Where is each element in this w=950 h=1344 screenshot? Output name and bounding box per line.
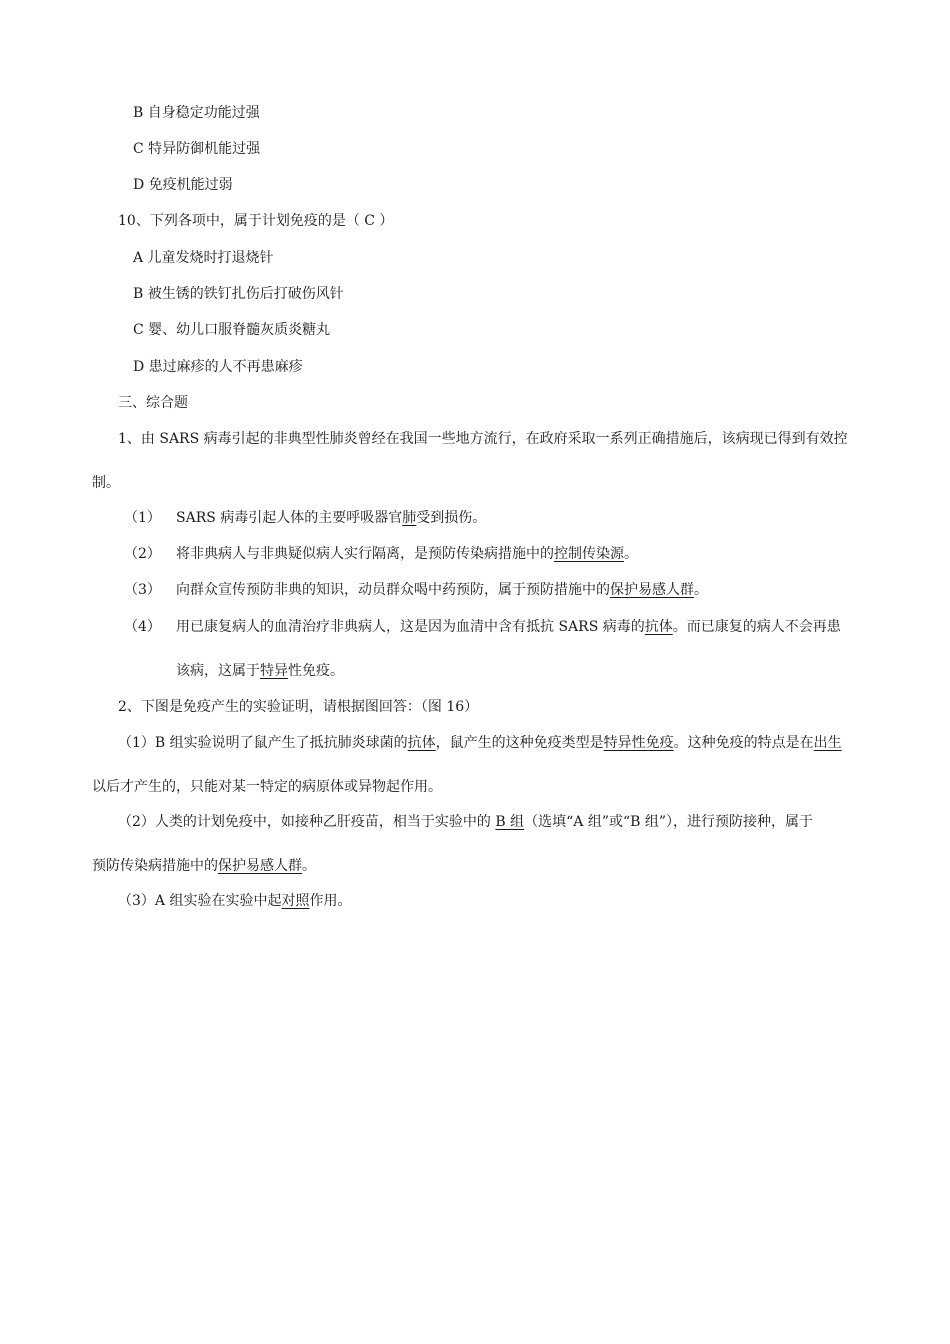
s3q2-sub2: [118, 812, 813, 832]
q9-option-b: B 自身稳定功能过强: [133, 105, 260, 121]
s3q1-sub4-line2: [176, 661, 344, 681]
sub-text: 。: [624, 546, 638, 562]
s3q2-sub2-line2: [92, 856, 316, 876]
s3q1-intro-line1: 1、由 SARS 病毒引起的非典型性肺炎曾经在我国一些地方流行，在政府采取一系列正确措施后，该病现已得到有效控: [118, 431, 848, 447]
answer-blank: B 组: [495, 814, 525, 830]
sub-text: 预防传染病措施中的: [92, 858, 218, 874]
sub-number: （2）: [124, 546, 161, 562]
sub-text: 。这种免疫的特点是在: [673, 735, 814, 751]
s3q2-stem: 2、下图是免疫产生的实验证明，请根据图回答：（图 16）: [118, 699, 479, 715]
answer-blank: 对照: [281, 893, 310, 909]
sub-number: （1）: [124, 510, 161, 526]
q10-option-b: B 被生锈的铁钉扎伤后打破伤风针: [133, 286, 344, 302]
s3q1-sub1: [124, 508, 486, 528]
section-heading: 三、综合题: [118, 395, 188, 411]
sub-text: 该病，这属于: [176, 663, 260, 679]
answer-blank: 保护易感人群: [218, 858, 302, 874]
answer-blank: 肺: [402, 510, 417, 526]
sub-text: 受到损伤。: [416, 510, 487, 526]
sub-text: 。: [694, 582, 708, 598]
s3q1-intro-line2: 制。: [92, 475, 120, 491]
sub-text: 。而已康复的病人不会再患: [672, 619, 841, 635]
sub-text: 向群众宣传预防非典的知识，动员群众喝中药预防，属于预防措施中的: [176, 582, 610, 598]
sub-text: 将非典病人与非典疑似病人实行隔离，是预防传染病措施中的: [176, 546, 554, 562]
answer-blank: 特异性免疫: [603, 735, 674, 751]
q9-option-d: D 免疫机能过弱: [133, 177, 233, 193]
answer-blank: 特异: [260, 663, 288, 679]
sub-text: SARS 病毒引起人体的主要呼吸器官: [176, 510, 403, 526]
sub-text: （1）B 组实验说明了鼠产生了抵抗肺炎球菌的: [118, 735, 408, 751]
sub-text: （3）A 组实验在实验中起: [118, 893, 282, 909]
sub-text: 用已康复病人的血清治疗非典病人，这是因为血清中含有抵抗 SARS 病毒的: [176, 619, 645, 635]
sub-text: 作用。: [309, 893, 352, 909]
sub-number: （3）: [124, 582, 161, 598]
s3q2-sub1: [118, 733, 842, 753]
s3q1-sub3: [124, 580, 708, 600]
answer-blank: 出生: [813, 735, 842, 751]
s3q2-sub1-line2: 以后才产生的，只能对某一特定的病原体或异物起作用。: [92, 779, 442, 795]
answer-blank: 保护易感人群: [610, 582, 694, 598]
sub-text: 性免疫。: [288, 663, 344, 679]
sub-text: 。: [302, 858, 316, 874]
sub-text: ，鼠产生的这种免疫类型是: [435, 735, 604, 751]
s3q1-sub4: [124, 617, 841, 637]
q9-option-c: C 特异防御机能过强: [133, 141, 261, 157]
q10-stem: 10、下列各项中，属于计划免疫的是（ C ）: [118, 213, 394, 229]
answer-blank: 抗体: [644, 619, 673, 635]
sub-text: （选填“A 组”或“B 组”），进行预防接种，属于: [524, 814, 814, 830]
q10-option-c: C 婴、幼儿口服脊髓灰质炎糖丸: [133, 322, 331, 338]
sub-number: （4）: [124, 619, 161, 635]
s3q2-sub3: [118, 891, 351, 911]
answer-blank: 抗体: [407, 735, 436, 751]
s3q1-sub2: [124, 544, 638, 564]
q10-option-d: D 患过麻疹的人不再患麻疹: [133, 359, 303, 375]
q10-option-a: A 儿童发烧时打退烧针: [133, 250, 274, 266]
sub-text: （2）人类的计划免疫中，如接种乙肝疫苗，相当于实验中的: [118, 814, 496, 830]
answer-blank: 控制传染源: [554, 546, 624, 562]
